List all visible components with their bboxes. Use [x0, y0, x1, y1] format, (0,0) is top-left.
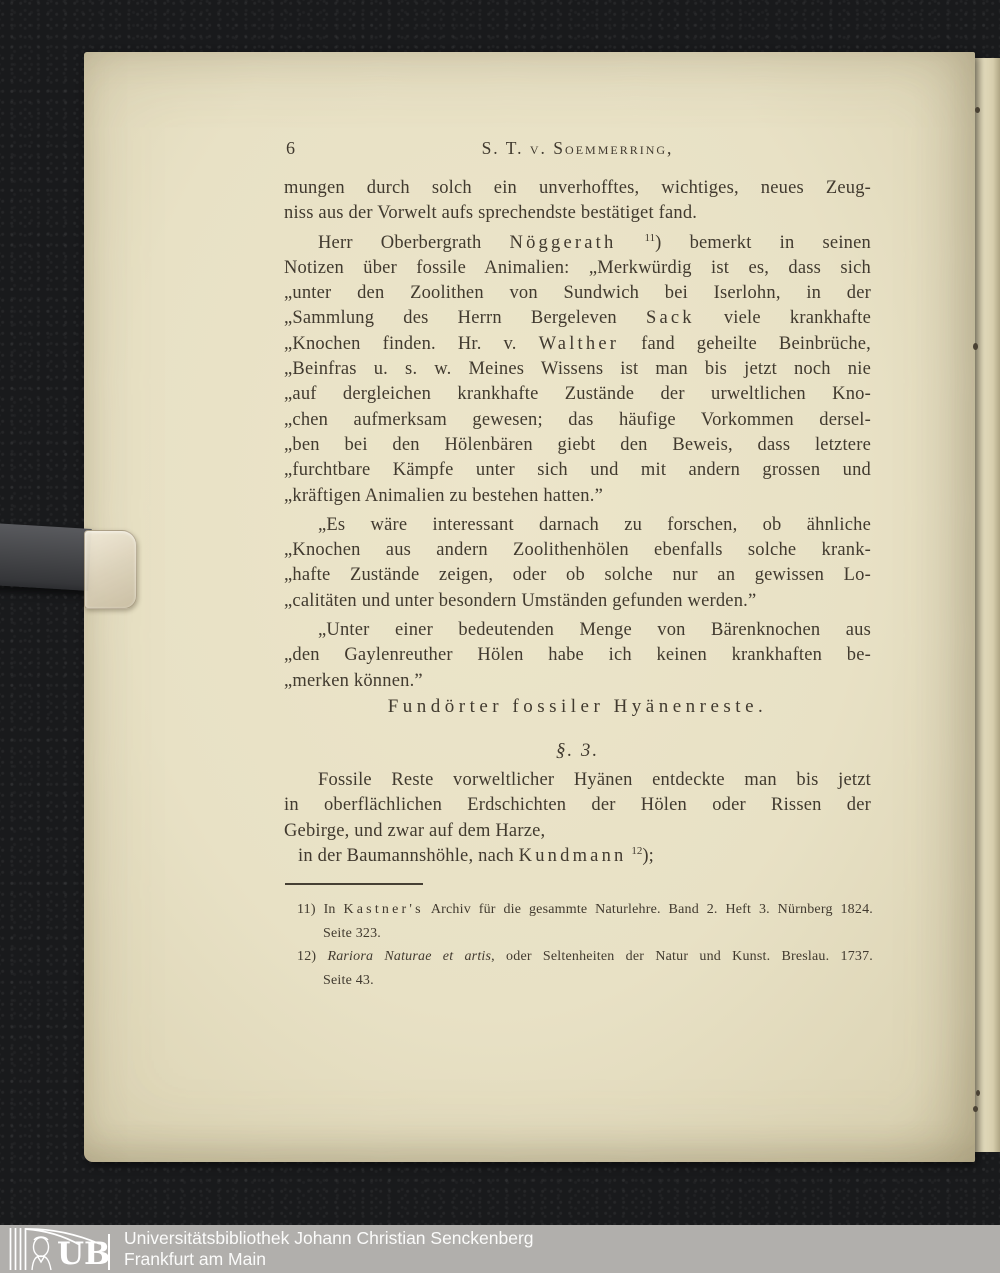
text-line: „unter den Zoolithen von Sundwich bei Iserlohn, in der	[284, 283, 871, 304]
section-mark: §. 3.	[555, 740, 600, 761]
text-line: „merken können.”	[284, 670, 423, 691]
library-city: Frankfurt am Main	[124, 1249, 266, 1269]
running-title: S. T. v. Soemmerring,	[481, 138, 674, 158]
text-line: Notizen über fossile Animalien: „Merkwürdig ist es, dass sich	[284, 257, 871, 278]
page-stack-edge	[974, 58, 1000, 1152]
thread-speck	[976, 1090, 980, 1096]
body-text-block-1	[284, 176, 871, 694]
section-heading: Fundörter fossiler Hyänenreste.	[387, 696, 768, 717]
text-line: Fossile Reste vorweltlicher Hyänen entdeckte man bis jetzt	[318, 770, 871, 790]
text-line: Seite 323.	[323, 925, 381, 941]
text-line: „Es wäre interessant darnach zu forschen, ob ähnliche	[318, 514, 871, 535]
text-line: 12) Rariora Naturae et artis, oder Seltenheiten der Natur und Kunst. Breslau. 1737.	[297, 949, 873, 964]
senckenberg-portrait-icon	[32, 1237, 51, 1270]
text-line: „Beinfras u. s. w. Meines Wissens ist man bis jetzt noch nie	[284, 359, 871, 380]
library-name-block	[124, 1228, 534, 1270]
ub-logo	[8, 1227, 112, 1271]
running-head	[284, 138, 871, 162]
text-line: „furchtbare Kämpfe unter sich und mit andern grossen und	[284, 460, 871, 481]
text-line: „kräftigen Animalien zu bestehen hatten.”	[284, 485, 603, 506]
book-page	[84, 52, 975, 1162]
page-holder-clip	[84, 530, 137, 609]
footnotes-block	[297, 898, 873, 992]
page-number: 6	[286, 138, 296, 158]
text-line: „auf dergleichen krankhafte Zustände der urweltlichen Kno-	[284, 384, 871, 405]
library-footer	[0, 1225, 1000, 1273]
text-line: niss aus der Vorwelt aufs sprechendste bestätiget fand.	[284, 203, 698, 224]
text-line: Gebirge, und zwar auf dem Harze,	[284, 820, 546, 841]
text-line: „hafte Zustände zeigen, oder ob solche nur an gewissen Lo-	[284, 565, 871, 586]
text-line: Seite 43.	[323, 972, 374, 988]
text-line: in oberflächlichen Erdschichten der Hölen oder Rissen der	[284, 795, 871, 816]
page-content	[84, 52, 975, 1162]
body-text-block-2	[284, 768, 871, 869]
text-line: „Unter einer bedeutenden Menge von Bärenknochen aus	[318, 620, 871, 641]
text-line: „ben bei den Hölenbären giebt den Beweis, dass letztere	[284, 434, 871, 455]
footnote-rule	[285, 883, 423, 885]
ub-logo-text: UB	[57, 1236, 111, 1271]
text-line: „Knochen aus andern Zoolithenhölen ebenfalls solche krank-	[284, 540, 871, 561]
thread-speck	[975, 107, 980, 113]
text-line: „den Gaylenreuther Hölen habe ich keinen krankhaften be-	[284, 645, 871, 666]
text-line: „chen aufmerksam gewesen; das häufige Vorkommen dersel-	[284, 409, 871, 430]
text-line: „calitäten und unter besondern Umständen gefunden werden.”	[284, 590, 757, 611]
thread-speck	[973, 1106, 978, 1112]
book-strap	[0, 523, 92, 591]
library-name: Universitätsbibliothek Johann Christian Senckenberg	[124, 1228, 534, 1248]
text-line: „Sammlung des Herrn Bergeleven Sack viele krankhafte	[284, 308, 871, 329]
thread-speck	[973, 343, 978, 350]
text-line: 11) In Kastner's Archiv für die gesammte Naturlehre. Band 2. Heft 3. Nürnberg 1824.	[297, 902, 873, 917]
text-line: in der Baumannshöhle, nach Kundmann $^{12}$);	[298, 844, 655, 866]
text-line: „Knochen finden. Hr. v. Walther fand geheilte Beinbrüche,	[284, 333, 871, 354]
text-line: mungen durch solch ein unverhofftes, wichtiges, neues Zeug-	[284, 178, 871, 198]
text-line: Herr Oberbergrath Nöggerath $^{11}$) bemerkt in seinen	[318, 231, 871, 253]
